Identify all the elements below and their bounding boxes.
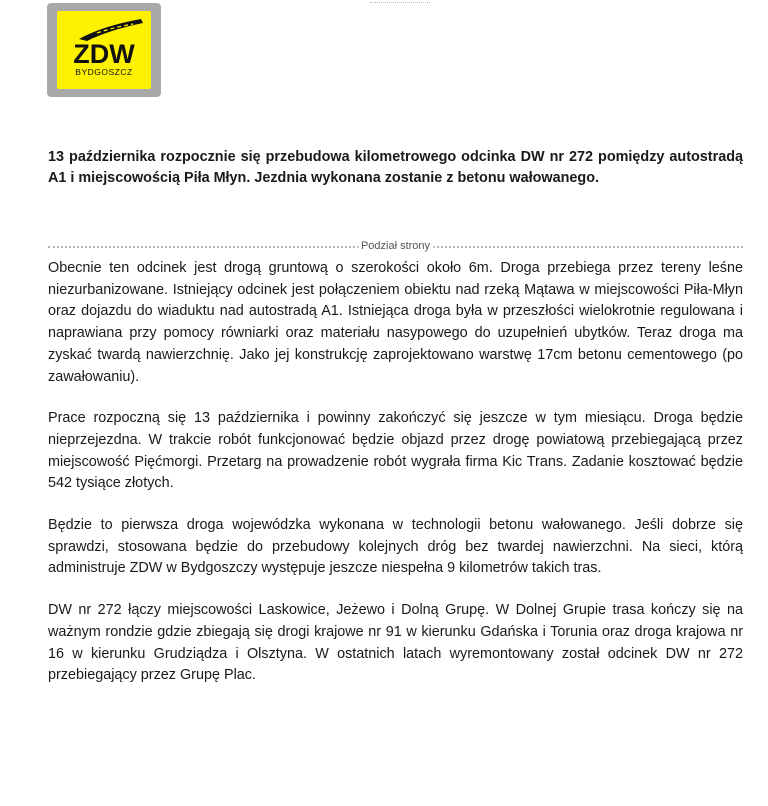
zdw-logo-mark: [57, 11, 151, 89]
page-break-label: Podział strony: [358, 240, 433, 253]
article-paragraph: Obecnie ten odcinek jest drogą gruntową o szerokości około 6m. Droga przebiega przez tereny leśne niezurbanizowane. Istniejący odcinek jest połączeniem obiektu nad rzeką Mątawa w miejscowości Piła-Młyn oraz dojazdu do wiaduktu nad autostradą A1. Istniejąca droga była w przeszłości wielokrotnie regulowana i naprawiana przy pomocy równiarki oraz materiału nasypowego do uzupełnień ubytków. Teraz droga ma zyskać twardą nawierzchnię. Jako jej konstrukcję zaprojektowano warstwę 17cm betonu cementowego (po zawałowaniu).: [48, 260, 743, 385]
article-paragraph: DW nr 272 łączy miejscowości Laskowice, Jeżewo i Dolną Grupę. W Dolnej Grupie trasa kończy się na ważnym rondzie gdzie zbiegają się drogi krajowe nr 91 w kierunku Gdańska i Torunia oraz droga krajowa nr 16 w kierunku Grudziądza i Olsztyna. W ostatnich latach wyremontowany został odcinek DW nr 272 przebiegający przez Grupę Plac.: [48, 602, 743, 684]
article-paragraph: Będzie to pierwsza droga wojewódzka wykonana w technologii betonu wałowanego. Jeśli dobrze się sprawdzi, stosowana będzie do przebudowy kolejnych dróg bez twardej nawierzchni. Na sieci, którą administruje ZDW w Bydgoszczy występuje jeszcze niespełna 9 kilometrów takich tras.: [48, 517, 743, 577]
top-divider-fragment: [370, 0, 430, 3]
article-lead: 13 października rozpocznie się przebudowa kilometrowego odcinka DW nr 272 pomiędzy autostradą A1 i miejscowością Piła Młyn. Jezdnia wykonana zostanie z betonu wałowanego.: [48, 149, 743, 186]
logo-background: [57, 11, 151, 89]
page-break: [48, 240, 743, 254]
article-paragraph: Prace rozpoczną się 13 października i powinny zakończyć się jeszcze w tym miesiącu. Droga będzie nieprzejezdna. W trakcie robót funkcjonować będzie objazd przez drogę powiatową przebiegającą przez miejscowość Pięćmorgi. Przetarg na prowadzenie robót wygrała firma Kic Trans. Zadanie kosztować będzie 542 tysiące złotych.: [48, 410, 743, 492]
logo-city-text: BYDGOSZCZ: [75, 67, 133, 77]
logo-brand-text: ZDW: [73, 39, 135, 69]
zdw-logo: [47, 3, 161, 97]
article-body: [48, 258, 743, 707]
